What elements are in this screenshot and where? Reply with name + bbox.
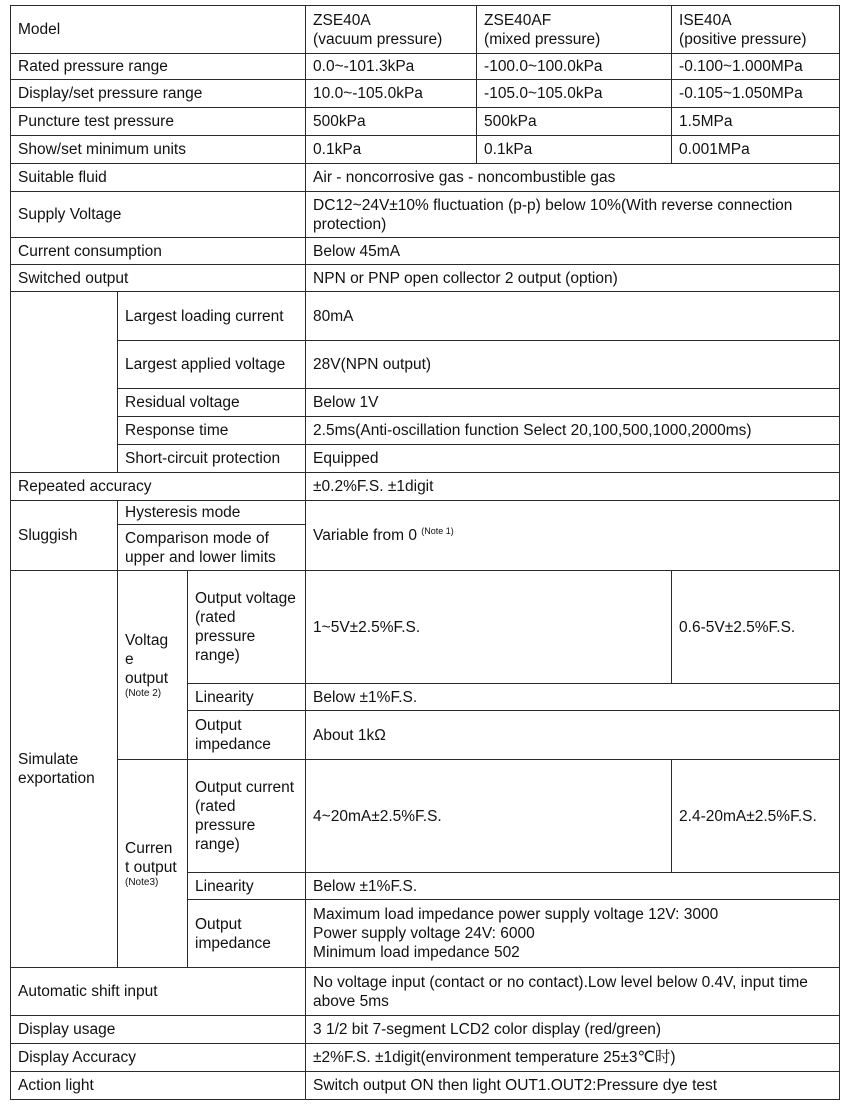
row-display-accuracy bbox=[11, 1044, 840, 1072]
row-auto-shift bbox=[11, 968, 840, 1016]
min-units-zse40a: 0.1kPa bbox=[306, 136, 477, 164]
rated-ise40a: -0.100~1.000MPa bbox=[672, 54, 840, 80]
supply-voltage-label: Supply Voltage bbox=[11, 192, 306, 238]
row-output-voltage bbox=[11, 571, 840, 684]
row-fluid bbox=[11, 164, 840, 192]
auto-shift-value: No voltage input (contact or no contact).Low level below 0.4V, input time above 5ms bbox=[306, 968, 840, 1016]
row-response-time bbox=[11, 417, 840, 445]
switched-output-indent bbox=[11, 292, 118, 473]
output-current-label: Output current (rated pressure range) bbox=[188, 760, 306, 873]
row-residual-voltage bbox=[11, 389, 840, 417]
model-zse40af bbox=[477, 6, 672, 54]
largest-loading-current-value: 80mA bbox=[306, 292, 840, 341]
supply-voltage-value: DC12~24V±10% fluctuation (p-p) below 10%(With reverse connection protection) bbox=[306, 192, 840, 238]
current-output-note: (Note3) bbox=[125, 876, 159, 888]
repeated-accuracy-value: ±0.2%F.S. ±1digit bbox=[306, 473, 840, 501]
display-set-ise40a: -0.105~1.050MPa bbox=[672, 80, 840, 108]
response-time-value: 2.5ms(Anti-oscillation function Select 20,100,500,1000,2000ms) bbox=[306, 417, 840, 445]
row-current-consumption bbox=[11, 238, 840, 265]
model-label: Model bbox=[11, 6, 306, 54]
min-units-label: Show/set minimum units bbox=[11, 136, 306, 164]
display-set-label: Display/set pressure range bbox=[11, 80, 306, 108]
current-impedance-value bbox=[306, 900, 840, 968]
model-ise40a bbox=[672, 6, 840, 54]
row-output-current bbox=[11, 760, 840, 873]
voltage-linearity-value: Below ±1%F.S. bbox=[306, 684, 840, 711]
row-sluggish-hysteresis bbox=[11, 501, 840, 525]
row-short-circuit-protection bbox=[11, 445, 840, 473]
current-consumption-value: Below 45mA bbox=[306, 238, 840, 265]
fluid-value: Air - noncorrosive gas - noncombustible gas bbox=[306, 164, 840, 192]
current-impedance-line-2: Power supply voltage 24V: 6000 bbox=[313, 925, 535, 942]
switched-output-value: NPN or PNP open collector 2 output (option) bbox=[306, 265, 840, 292]
residual-voltage-label: Residual voltage bbox=[118, 389, 306, 417]
largest-loading-current-label: Largest loading current bbox=[118, 292, 306, 341]
puncture-zse40a: 500kPa bbox=[306, 108, 477, 136]
sluggish-value bbox=[306, 501, 840, 571]
spec-table-container bbox=[10, 5, 840, 1100]
model-ise40a-name: ISE40A bbox=[679, 11, 732, 29]
row-largest-applied-voltage bbox=[11, 341, 840, 389]
row-supply-voltage bbox=[11, 192, 840, 238]
output-current-value-ise40a: 2.4-20mA±2.5%F.S. bbox=[672, 760, 840, 873]
row-switched-output bbox=[11, 265, 840, 292]
voltage-impedance-value: About 1kΩ bbox=[306, 711, 840, 760]
sluggish-label: Sluggish bbox=[11, 501, 118, 571]
current-impedance-line-3: Minimum load impedance 502 bbox=[313, 944, 520, 961]
model-zse40af-type: (mixed pressure) bbox=[484, 30, 601, 48]
row-largest-loading-current bbox=[11, 292, 840, 341]
row-rated-pressure bbox=[11, 54, 840, 80]
action-light-value: Switch output ON then light OUT1.OUT2:Pressure dye test bbox=[306, 1072, 840, 1100]
output-voltage-value-ise40a: 0.6-5V±2.5%F.S. bbox=[672, 571, 840, 684]
action-light-label: Action light bbox=[11, 1072, 306, 1100]
spec-table bbox=[10, 5, 840, 1100]
min-units-ise40a: 0.001MPa bbox=[672, 136, 840, 164]
row-min-units bbox=[11, 136, 840, 164]
row-display-set-range bbox=[11, 80, 840, 108]
output-current-value: 4~20mA±2.5%F.S. bbox=[306, 760, 672, 873]
switched-output-label: Switched output bbox=[11, 265, 306, 292]
model-zse40a bbox=[306, 6, 477, 54]
rated-zse40af: -100.0~100.0kPa bbox=[477, 54, 672, 80]
row-action-light bbox=[11, 1072, 840, 1100]
voltage-output-group bbox=[118, 571, 188, 760]
puncture-ise40a: 1.5MPa bbox=[672, 108, 840, 136]
puncture-label: Puncture test pressure bbox=[11, 108, 306, 136]
current-linearity-label: Linearity bbox=[188, 873, 306, 900]
model-zse40a-name: ZSE40A bbox=[313, 11, 371, 29]
largest-applied-voltage-label: Largest applied voltage bbox=[118, 341, 306, 389]
current-impedance-label: Output impedance bbox=[188, 900, 306, 968]
row-repeated-accuracy bbox=[11, 473, 840, 501]
current-output-label: Curren t output bbox=[125, 839, 177, 876]
output-voltage-label: Output voltage (rated pressure range) bbox=[188, 571, 306, 684]
row-puncture bbox=[11, 108, 840, 136]
rated-label: Rated pressure range bbox=[11, 54, 306, 80]
display-usage-value: 3 1/2 bit 7-segment LCD2 color display (red/green) bbox=[306, 1016, 840, 1044]
comparison-mode-label: Comparison mode of upper and lower limits bbox=[118, 525, 306, 571]
auto-shift-label: Automatic shift input bbox=[11, 968, 306, 1016]
sluggish-note: (Note 1) bbox=[421, 525, 454, 536]
simulate-exportation-label: Simulate exportation bbox=[11, 571, 118, 968]
short-circuit-protection-value: Equipped bbox=[306, 445, 840, 473]
voltage-impedance-label: Output impedance bbox=[188, 711, 306, 760]
residual-voltage-value: Below 1V bbox=[306, 389, 840, 417]
response-time-label: Response time bbox=[118, 417, 306, 445]
display-accuracy-value: ±2%F.S. ±1digit(environment temperature 25±3℃时) bbox=[306, 1044, 840, 1072]
fluid-label: Suitable fluid bbox=[11, 164, 306, 192]
row-model bbox=[11, 6, 840, 54]
current-consumption-label: Current consumption bbox=[11, 238, 306, 265]
display-usage-label: Display usage bbox=[11, 1016, 306, 1044]
hysteresis-mode-label: Hysteresis mode bbox=[118, 501, 306, 525]
sluggish-value-text: Variable from 0 bbox=[313, 527, 417, 544]
model-zse40a-type: (vacuum pressure) bbox=[313, 30, 443, 48]
output-voltage-value: 1~5V±2.5%F.S. bbox=[306, 571, 672, 684]
row-display-usage bbox=[11, 1016, 840, 1044]
short-circuit-protection-label: Short-circuit protection bbox=[118, 445, 306, 473]
rated-zse40a: 0.0~-101.3kPa bbox=[306, 54, 477, 80]
voltage-linearity-label: Linearity bbox=[188, 684, 306, 711]
voltage-output-note: (Note 2) bbox=[125, 687, 162, 699]
min-units-zse40af: 0.1kPa bbox=[477, 136, 672, 164]
model-zse40af-name: ZSE40AF bbox=[484, 11, 552, 29]
display-accuracy-label: Display Accuracy bbox=[11, 1044, 306, 1072]
repeated-accuracy-label: Repeated accuracy bbox=[11, 473, 306, 501]
puncture-zse40af: 500kPa bbox=[477, 108, 672, 136]
display-set-zse40af: -105.0~105.0kPa bbox=[477, 80, 672, 108]
current-output-group bbox=[118, 760, 188, 968]
largest-applied-voltage-value: 28V(NPN output) bbox=[306, 341, 840, 389]
current-linearity-value: Below ±1%F.S. bbox=[306, 873, 840, 900]
voltage-output-label: Voltag e output bbox=[125, 631, 169, 687]
current-impedance-line-1: Maximum load impedance power supply voltage 12V: 3000 bbox=[313, 906, 719, 923]
model-ise40a-type: (positive pressure) bbox=[679, 30, 807, 48]
display-set-zse40a: 10.0~-105.0kPa bbox=[306, 80, 477, 108]
